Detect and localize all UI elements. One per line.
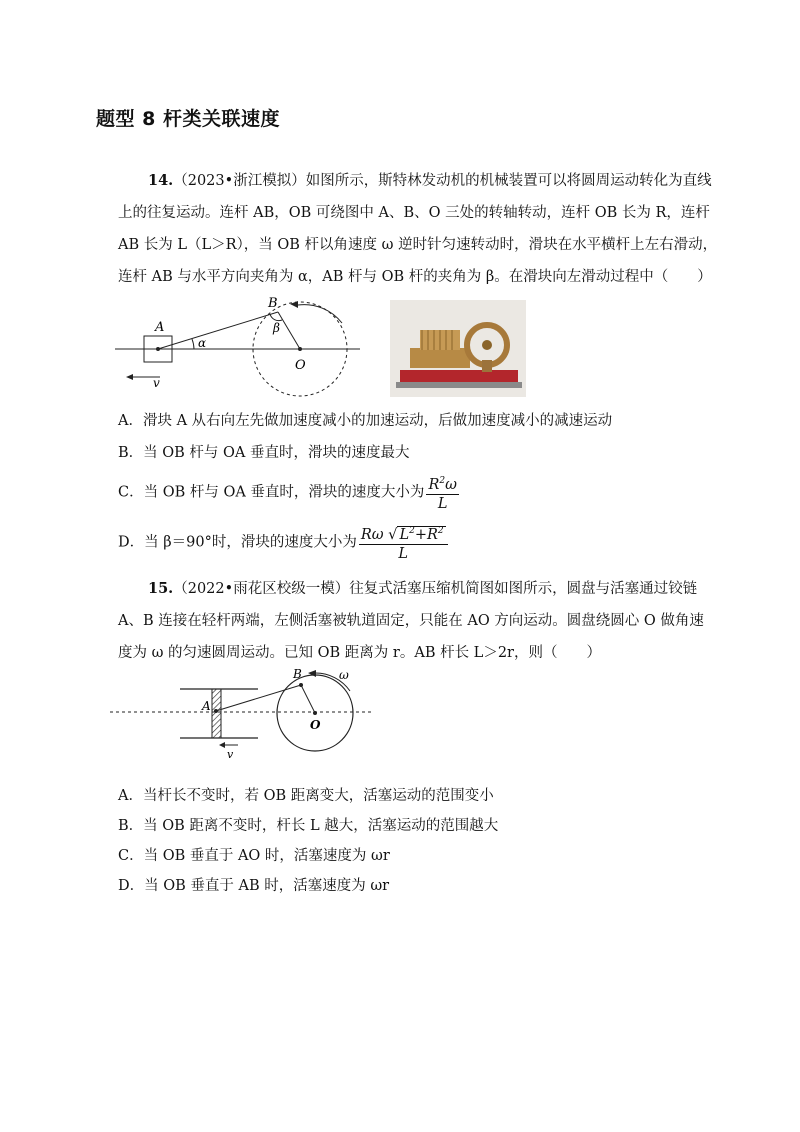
rod-ob <box>278 312 300 349</box>
c-num-sup: 2 <box>439 476 446 486</box>
q14-option-c-fraction <box>426 472 458 513</box>
stirling-engine-photo <box>390 300 526 397</box>
stirling-engine-illustration <box>390 300 526 397</box>
c-num-r: R <box>428 476 440 493</box>
label-omega: ω <box>339 668 349 682</box>
question-15-body: （2022•雨花区校级一模）往复式活塞压缩机简图如图所示，圆盘与活塞通过铰链 A、B 连接在轻杆两端，左侧活塞被轨道固定，只能在 AO 方向运动。圆盘绕圆心 O 做角速度为 ω 的匀速圆周运动。已知 OB 距离为 r。AB 杆长 L＞2r，则（ ） <box>118 581 704 661</box>
c-num-omega: ω <box>445 476 457 493</box>
label-beta: β <box>273 321 280 335</box>
velocity-arrowhead <box>126 374 133 380</box>
q14-option-a: A．滑块 A 从右向左先做加速度减小的加速运动，后做加速度减小的减速运动 <box>118 413 613 429</box>
label-alpha: α <box>198 336 207 350</box>
q14-option-c <box>118 472 459 513</box>
question-14-body: （2023•浙江模拟）如图所示，斯特林发动机的机械装置可以将圆周运动转化为直线上的往复运动。连杆 AB，OB 可绕图中 A、B、O 三处的转轴转动，连杆 OB 长为 R，连杆 AB 长为 L（L＞R），当 OB 杆以角速度 ω 逆时针匀速转动时，滑块在水平横杆上左右滑动，连杆 AB 与水平方向夹角为 α，AB 杆与 OB 杆的夹角为 β。在滑块向左滑动过程中（ ） <box>118 173 718 285</box>
piston <box>212 689 221 738</box>
question-14-number: 14. <box>148 172 174 189</box>
d-den: L <box>398 545 409 562</box>
question-14-text <box>118 165 718 293</box>
d-sqrt-l: L <box>399 526 410 543</box>
label-v: v <box>227 748 234 761</box>
question-15-number: 15. <box>148 580 174 597</box>
d-sqrt-r: R <box>426 526 438 543</box>
radius-ob <box>301 685 315 713</box>
q14-option-b: B．当 OB 杆与 OA 垂直时，滑块的速度最大 <box>118 445 410 461</box>
pivot-o <box>298 347 302 351</box>
q15-option-b: B．当 OB 距离不变时，杆长 L 越大，活塞运动的范围越大 <box>118 818 499 834</box>
d-sup1: 2 <box>409 526 415 536</box>
q14-option-d-text: D．当 β＝90°时，滑块的速度大小为 <box>118 534 357 551</box>
rotation-arrow <box>298 305 342 323</box>
label-o: O <box>295 358 306 373</box>
q14-slider-crank-figure <box>110 295 365 405</box>
q14-option-c-text: C．当 OB 杆与 OA 垂直时，滑块的速度大小为 <box>118 484 425 501</box>
rod-ab <box>158 312 278 349</box>
d-sup2: 2 <box>437 526 444 536</box>
c-den: L <box>437 495 448 512</box>
q14-option-d-fraction: $\frac{R\omega √ L^2+R^2}{L}$ <box>359 522 448 563</box>
q14-option-d <box>118 522 448 563</box>
label-b: B <box>268 296 278 311</box>
label-o: O <box>310 718 321 732</box>
q15-option-c: C．当 OB 垂直于 AO 时，活塞速度为 ωr <box>118 848 390 864</box>
label-a: A <box>155 320 165 335</box>
q15-option-a: A．当杆长不变时，若 OB 距离变大，活塞运动的范围变小 <box>118 788 494 804</box>
rotation-arrowhead <box>290 301 298 308</box>
velocity-arrowhead <box>219 742 225 748</box>
d-num-romega: Rω <box>360 526 384 543</box>
label-v: v <box>153 376 160 390</box>
d-sqrt <box>397 526 445 543</box>
q15-option-d: D．当 OB 垂直于 AB 时，活塞速度为 ωr <box>118 878 390 894</box>
label-a: A <box>202 699 211 713</box>
label-b: B <box>293 667 302 681</box>
section-title: 题型 8 杆类关联速度 <box>96 108 280 130</box>
q15-compressor-figure <box>110 665 375 780</box>
d-plus: + <box>414 526 427 543</box>
alpha-arc <box>192 339 194 349</box>
question-15-text <box>118 573 718 669</box>
